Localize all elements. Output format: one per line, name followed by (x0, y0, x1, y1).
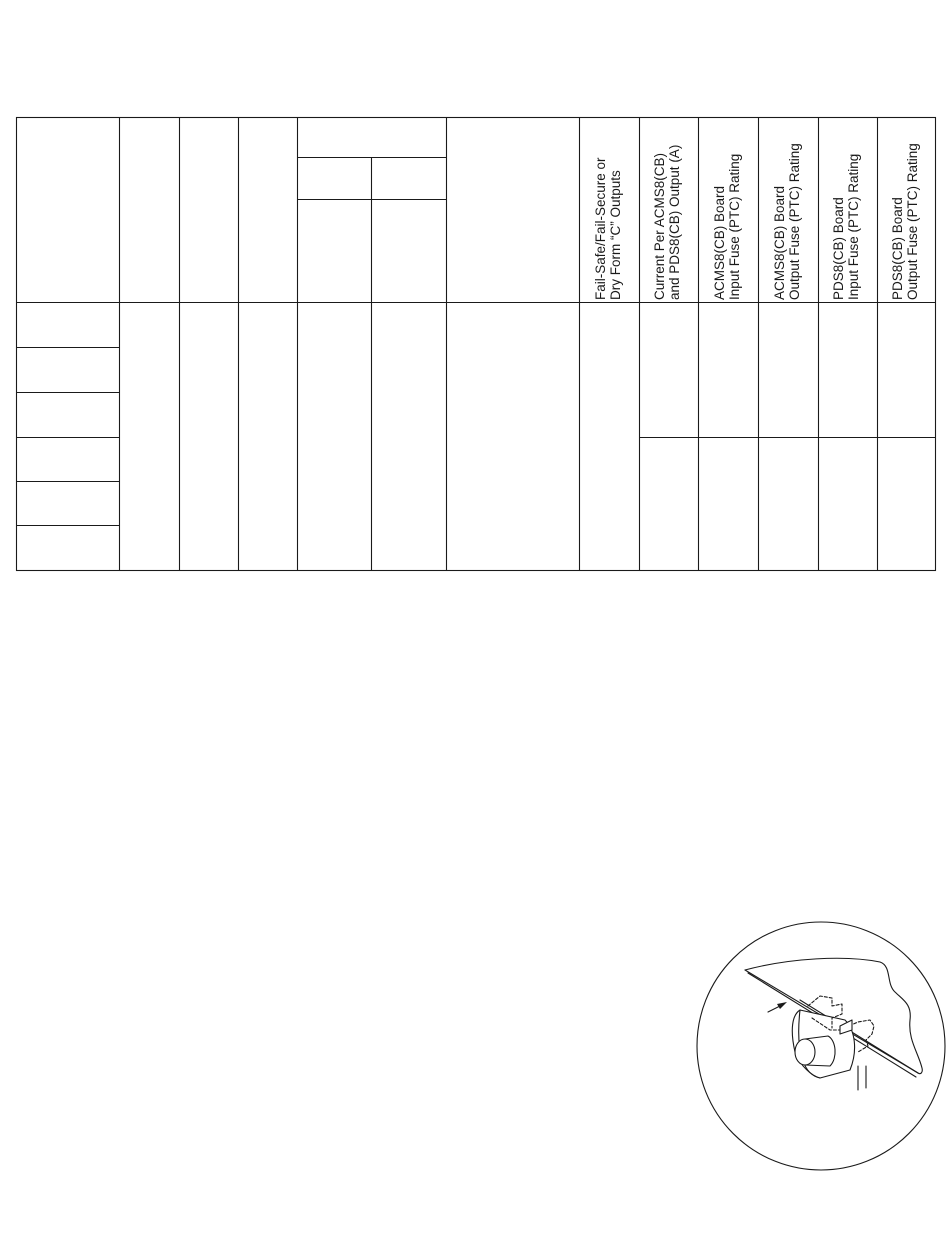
header-current-per-output: Current Per ACMS8(CB) and PDS8(CB) Output (A) (652, 144, 682, 300)
pointer-arrow-head (777, 1002, 787, 1009)
header-fail-safe: Fail-Safe/Fail-Secure or Dry Form “C” Outputs (593, 157, 623, 300)
header-pds8-output-fuse: PDS8(CB) Board Output Fuse (PTC) Rating (890, 143, 920, 300)
knob-face (795, 1039, 815, 1065)
header-acms8-output-fuse: ACMS8(CB) Board Output Fuse (PTC) Rating (772, 143, 802, 300)
header-pds8-input-fuse: PDS8(CB) Board Input Fuse (PTC) Rating (831, 153, 861, 300)
header-acms8-input-fuse: ACMS8(CB) Board Input Fuse (PTC) Rating (712, 153, 742, 300)
